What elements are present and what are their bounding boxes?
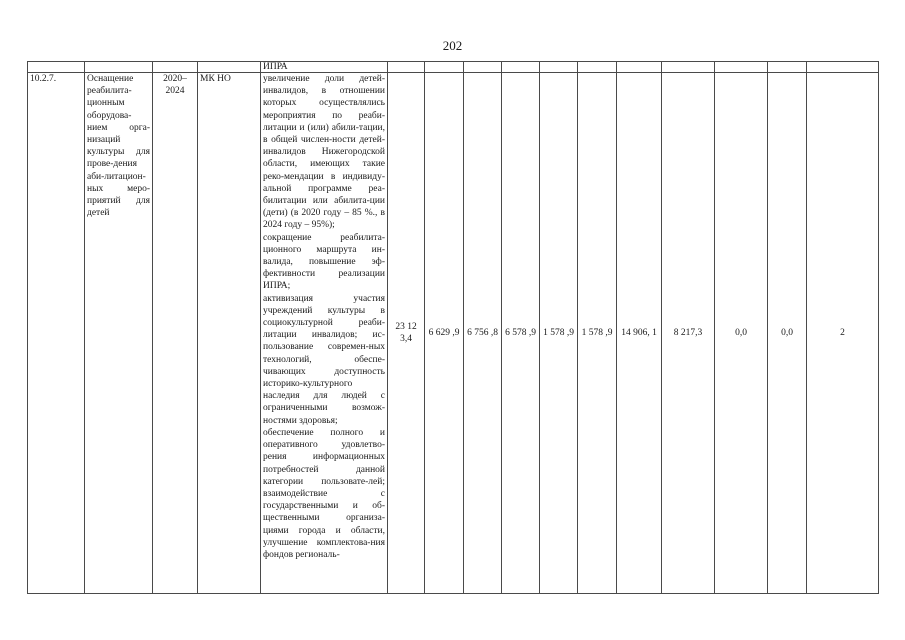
value-cell: 14 906, 1 (617, 73, 662, 594)
executor: МК НО (198, 73, 261, 594)
indicator-text: увеличение доли детей-инвалидов, в отношении которых осуществлялись мероприятия по реаби-литации и (или) абили-тации, в общей числен-ности детей-инвалидов Нижегородской области, имеющих такие реко-мендации в индивиду-альной программе реа-билитации или абилита-ции (дети) (в 2020 году – 85 %., в 2024 году – 95%); (263, 74, 385, 231)
indicators-cell (261, 73, 388, 594)
value-cell: 2 (807, 73, 879, 594)
value-cell: 1 578 ,9 (578, 73, 617, 594)
program-table (27, 61, 879, 594)
value-cell: 0,0 (768, 73, 807, 594)
table-header-row (28, 62, 879, 73)
indicator-text: активизация участия учреждений культуры в социокультурной реаби-литации инвалидов; ис-пользование современ-ных технологий, обеспе-чивающих доступность историко-культурного наследия для людей с ограниченными возмож-ностями здоровья; (263, 293, 385, 426)
years: 2020–2024 (153, 73, 198, 594)
value-cell: 8 217,3 (662, 73, 715, 594)
indicator-text: обеспечение полного и оперативного удовлетво-рения информационных потребностей данной категории пользовате-лей; взаимодействие с государственными и об-щественными организа-циями города и области, улучшение комплектова-ния фондов региональ- (263, 427, 385, 560)
value-cell: 1 578 ,9 (540, 73, 578, 594)
page-number: 202 (442, 38, 463, 53)
value-cell: 6 629 ,9 (425, 73, 464, 594)
table-row (28, 73, 879, 594)
ipra-cell: ИПРА (261, 62, 388, 73)
value-total: 23 12 3,4 (388, 73, 425, 594)
value-cell: 0,0 (715, 73, 768, 594)
row-number: 10.2.7. (28, 73, 85, 594)
value-cell: 6 578 ,9 (502, 73, 540, 594)
measure-name: Оснащение реабилита-ционным оборудова-нием орга-низаций культуры для прове-дения аби-литацион-ных меро-приятий для детей (85, 73, 153, 594)
indicator-text: сокращение реабилита-ционного маршрута ин-валида, повышение эф-фективности реализации ИПРА; (263, 232, 385, 292)
value-cell: 6 756 ,8 (464, 73, 502, 594)
